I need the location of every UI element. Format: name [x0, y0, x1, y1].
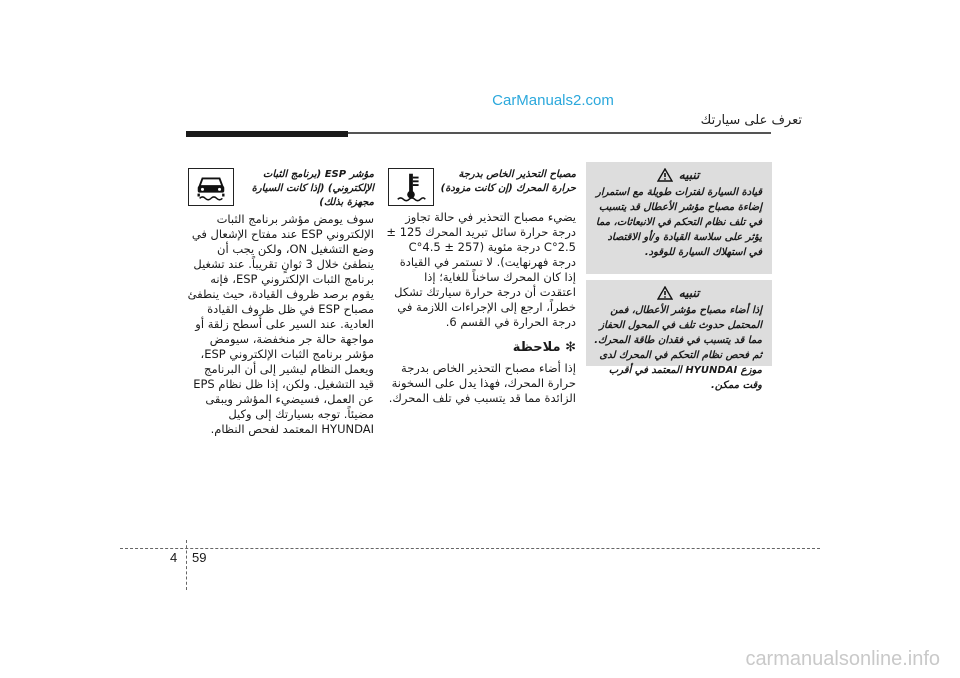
- esp-off-skid-car-icon: [188, 168, 234, 206]
- warning-triangle-icon: [657, 286, 673, 300]
- asterisk-icon: ✻: [560, 340, 576, 355]
- caution-body-2: إذا أضاء مصباح مؤشر الأعطال، فمن المحتمل حدوث تلف في المحول الحفاز مما قد يتسبب في فقدان طاقة المحرك. ثم فحص نظام التحكم في المحرك لدى موزع HYUNDAI المعتمد في أقرب وقت ممكن.: [594, 305, 762, 391]
- header-divider-accent: [186, 131, 348, 137]
- warning-triangle-icon: [657, 168, 673, 182]
- watermark-bottom: carmanualsonline.info: [745, 648, 940, 670]
- note-section-title: [386, 340, 576, 355]
- coolant-temperature-icon: [388, 168, 434, 206]
- esp-indicator-caption: مؤشر ESP (برنامج الثبات الإلكتروني) (إذا كانت السيارة مجهزة بذلك): [251, 169, 374, 208]
- watermark-top: CarManuals2.com: [492, 92, 614, 109]
- note-section-body: إذا أضاء مصباح التحذير الخاص بدرجة حرارة المحرك، فهذا يدل على السخونة الزائدة مما قد يتسبب في تلف المحرك.: [388, 361, 576, 405]
- caution-title-1: تنبيه: [678, 168, 700, 182]
- footer-vertical-divider: [186, 540, 187, 590]
- caution-body-1: قيادة السيارة لفترات طويلة مع استمرار إضاءة مصباح مؤشر الأعطال قد يتسبب في تلف نظام التحكم في الانبعاثات، مما يؤثر على سلاسة القيادة و/أو الاقتصاد في استهلاك السيارة للوقود.: [595, 187, 762, 258]
- caution-header-1: [594, 168, 762, 182]
- chapter-number: 4: [170, 550, 178, 565]
- page-header-title: تعرف على سيارتك: [700, 113, 802, 128]
- coolant-warning-caption: مصباح التحذير الخاص بدرجة حرارة المحرك (إن كانت مزودة): [440, 169, 576, 194]
- esp-indicator-body: سوف يومض مؤشر برنامج الثبات الإلكتروني ESP عند مفتاح الإشعال في وضع التشغيل ON، ولكن يجب أن ينطفئ خلال 3 ثوانٍ تقريباً. عند تشغيل برنامج الثبات الإلكتروني ESP، فإنه يقوم برصد ظروف القيادة، حيث ينطفئ مصباح ESP في ظل ظروف القيادة العادية. عند السير على أسطح زلقة أو مواجهة حالة جر منخفضة، سيومض مؤشر برنامج الثبات الإلكتروني ESP، ويعمل النظام ليشير إلى أن البرنامج قيد التشغيل. ولكن، إذا ظل نظام EPS عن العمل، فسيضيء المؤشر ويبقى مضيئاً. توجه بسيارتك إلى وكيل HYUNDAI المعتمد لفحص النظام.: [187, 212, 374, 436]
- caution-box-2: [586, 280, 772, 391]
- caution-header-2: [594, 286, 762, 300]
- footer-divider: [120, 548, 820, 549]
- caution-box-1: [586, 162, 772, 274]
- page-number: 59: [192, 550, 207, 565]
- caution-title-2: تنبيه: [678, 286, 700, 300]
- coolant-warning-body: يضيء مصباح التحذير في حالة تجاوز درجة حرارة سائل تبريد المحرك 125 ± 2.5°C درجة مئوية (257 ± 4.5°C درجة فهرنهايت). لا تستمر في القيادة إذا كان المحرك ساخناً للغاية؛ إذا اعتقدت أن درجة حرارة سيارتك تشكل خطراً، ارجع إلى الإجراءات اللازمة في درجة الحرارة في القسم 6.: [386, 210, 576, 329]
- coolant-warning-column: [386, 210, 576, 406]
- note-section-title-text: ملاحظة: [512, 340, 561, 355]
